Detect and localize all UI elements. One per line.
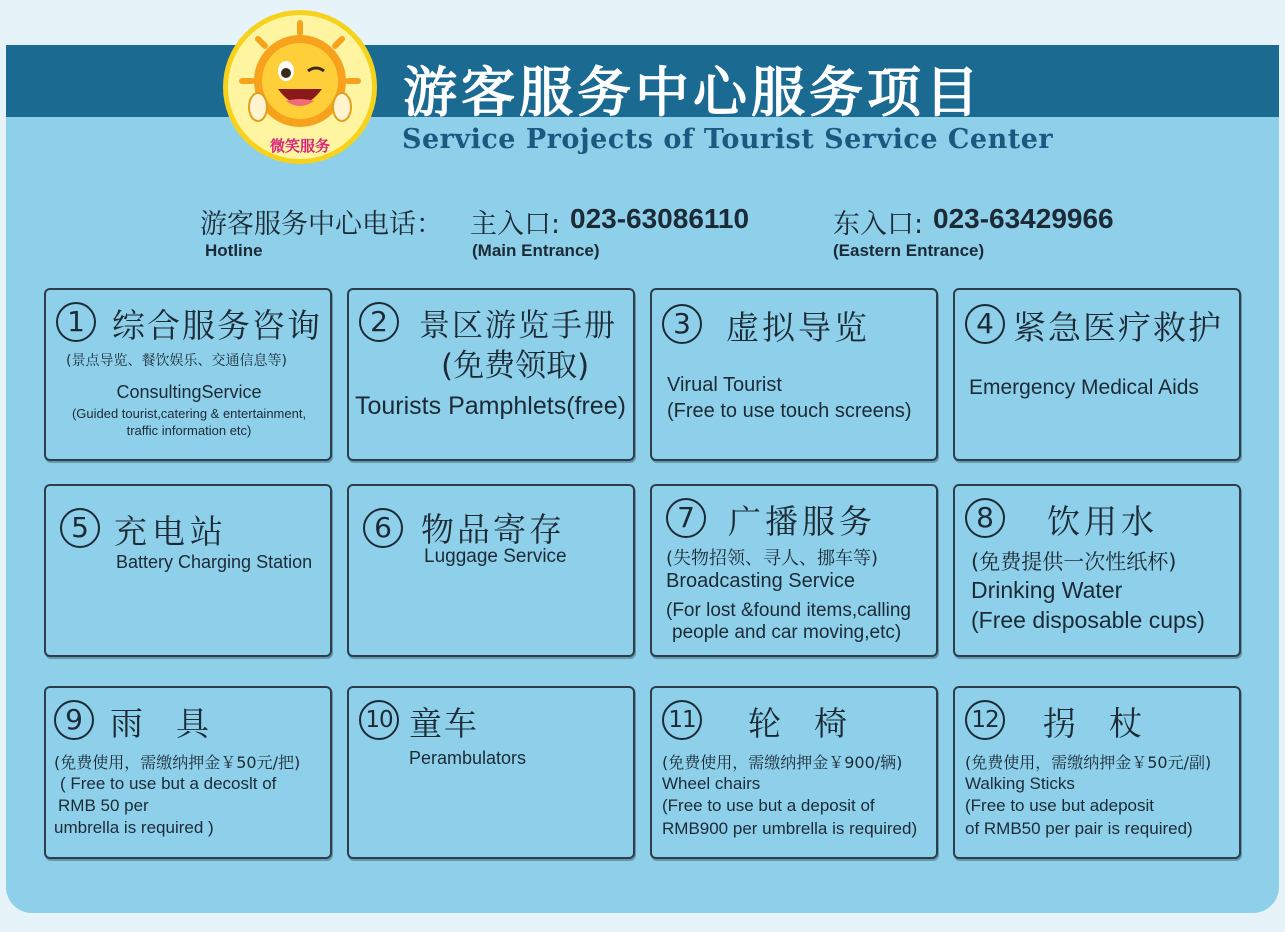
service-card-luggage xyxy=(347,484,635,657)
service-note-cn: (免费领取) xyxy=(441,348,590,384)
east-entrance-en: (Eastern Entrance) xyxy=(833,241,985,260)
service-title-cn: 雨 具 xyxy=(110,704,213,743)
service-note-cn: (免费使用，需缴纳押金￥900/辆) xyxy=(662,753,903,772)
service-title-cn: 童车 xyxy=(409,704,479,743)
main-entrance-label: 主入口: xyxy=(470,209,561,240)
service-note-en: (Guided tourist,catering & entertainment, xyxy=(71,406,307,421)
service-number: 4 xyxy=(965,304,1005,344)
service-number: 7 xyxy=(666,498,706,538)
service-title-en: Emergency Medical Aids xyxy=(969,376,1199,399)
main-entrance-en: (Main Entrance) xyxy=(472,241,600,260)
service-title-en: Walking Sticks xyxy=(965,774,1075,793)
service-number: 6 xyxy=(363,508,403,548)
service-number: 8 xyxy=(965,498,1005,538)
service-note-cn: (失物招领、寻人、挪车等) xyxy=(666,548,879,569)
service-title-cn: 虚拟导览 xyxy=(726,308,870,347)
service-card-broadcasting xyxy=(650,484,938,657)
service-title-en: Battery Charging Station xyxy=(116,552,313,572)
service-card-emergency xyxy=(953,288,1241,461)
service-note-en: RMB900 per umbrella is required) xyxy=(662,819,918,838)
service-card-umbrella xyxy=(44,686,332,859)
service-number: 5 xyxy=(60,508,100,548)
service-title-cn: 紧急医疗救护 xyxy=(1013,308,1223,347)
service-title-cn: 拐 杖 xyxy=(1043,704,1146,743)
service-title-en: Tourists Pamphlets(free) xyxy=(355,392,626,420)
service-number: 1 xyxy=(56,302,96,342)
service-title-cn: 广播服务 xyxy=(728,502,876,541)
service-title-en: Wheel chairs xyxy=(662,774,761,793)
service-title-cn: 饮用水 xyxy=(1047,502,1158,541)
service-card-consulting xyxy=(44,288,332,461)
service-note-en: of RMB50 per pair is required) xyxy=(965,819,1193,838)
service-note-en: traffic information etc) xyxy=(126,423,252,438)
service-title-cn: 轮 椅 xyxy=(748,704,851,743)
service-title-en: ConsultingService xyxy=(116,382,262,402)
service-title-cn: 景区游览手册 xyxy=(419,308,617,344)
service-note-en: (Free to use touch screens) xyxy=(667,400,912,422)
service-note-en: people and car moving,etc) xyxy=(672,622,902,643)
service-card-pamphlets xyxy=(347,288,635,461)
service-number: 12 xyxy=(965,700,1005,740)
service-card-drinking-water xyxy=(953,484,1241,657)
service-note-en: umbrella is required ) xyxy=(54,818,214,837)
page-title-cn: 游客服务中心服务项目 xyxy=(403,61,983,124)
service-number: 10 xyxy=(359,700,399,740)
service-number: 3 xyxy=(662,304,702,344)
service-title-cn: 充电站 xyxy=(114,512,228,551)
hotline-label-en: Hotline xyxy=(205,241,263,260)
service-title-cn: 物品寄存 xyxy=(421,510,565,549)
service-note-cn: (免费提供一次性纸杯) xyxy=(971,550,1177,574)
logo-text: 微笑服务 xyxy=(269,137,330,155)
service-note-cn: (免费使用，需缴纳押金￥50元/副) xyxy=(965,753,1212,772)
page-title-en: Service Projects of Tourist Service Center xyxy=(402,124,1054,155)
service-card-perambulators xyxy=(347,686,635,859)
service-title-cn: 综合服务咨询 xyxy=(112,306,322,345)
service-number: 2 xyxy=(359,302,399,342)
service-card-wheelchairs xyxy=(650,686,938,859)
service-note-en: (Free to use but a deposit of xyxy=(662,796,875,815)
hotline-label-cn: 游客服务中心电话： xyxy=(200,209,443,240)
service-number: 11 xyxy=(662,700,702,740)
service-title-en: Broadcasting Service xyxy=(666,570,855,592)
service-number: 9 xyxy=(54,700,94,740)
service-note-en: RMB 50 per xyxy=(58,796,149,815)
service-note-en: ( Free to use but a decoslt of xyxy=(60,774,277,793)
service-card-charging xyxy=(44,484,332,657)
service-note-en: (Free to use but adeposit xyxy=(965,796,1155,815)
east-entrance-number: 023-63429966 xyxy=(933,203,1114,234)
service-note-en: (Free disposable cups) xyxy=(971,607,1205,633)
service-note-cn: (景点导览、餐饮娱乐、交通信息等) xyxy=(66,353,287,369)
service-card-walking-sticks xyxy=(953,686,1241,859)
service-title-en: Drinking Water xyxy=(971,577,1123,603)
smile-service-logo xyxy=(223,10,377,164)
service-note-en: (For lost &found items,calling xyxy=(666,600,911,621)
main-entrance-number: 023-63086110 xyxy=(570,203,750,234)
service-title-en: Perambulators xyxy=(409,748,527,768)
service-title-en: Virual Tourist xyxy=(667,374,782,396)
service-title-en: Luggage Service xyxy=(424,546,567,567)
service-card-virtual-tour xyxy=(650,288,938,461)
service-note-cn: (免费使用，需缴纳押金￥50元/把) xyxy=(54,753,301,772)
east-entrance-label: 东入口: xyxy=(833,209,924,240)
